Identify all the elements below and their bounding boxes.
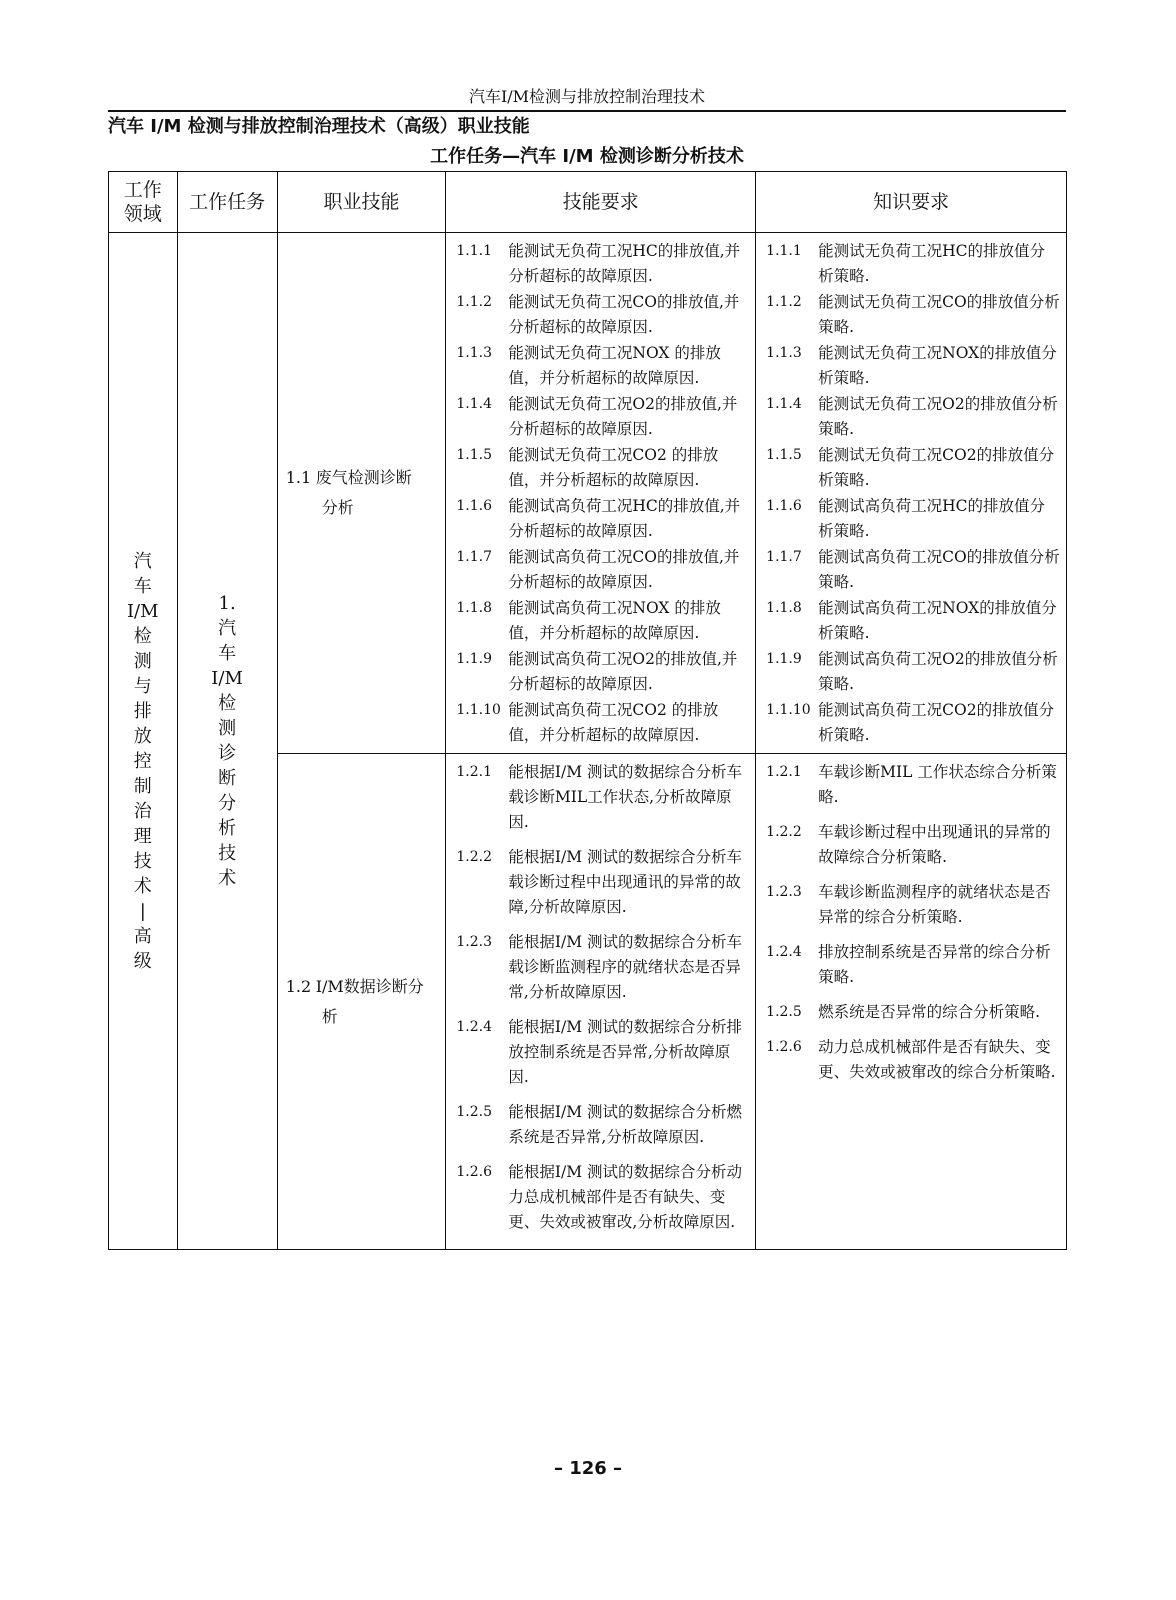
domain-char: 与 [133,675,152,697]
knowledge-requirement-item [766,647,1060,697]
knowledge-requirement-item [766,698,1060,748]
skill-requirement-item-number: 1.2.3 [456,934,492,950]
col-header-skill-requirements: 技能要求 [446,172,756,233]
skill-requirement-item [456,647,749,697]
task-char: 诊 [218,743,237,764]
knowledge-requirement-item-text: 能测试无负荷工况HC的排放值分析策略. [818,242,1046,285]
knowledge-requirement-item-text: 能测试高负荷工况CO2的排放值分析策略. [818,701,1055,744]
task-char: 汽 [218,618,237,639]
skill-requirement-item-number: 1.1.8 [456,600,492,616]
knowledge-requirement-item-number: 1.1.9 [766,651,802,667]
skill-requirement-item-text: 能测试无负荷工况CO的排放值,并分析超标的故障原因. [508,293,740,336]
skill-cell-1 [277,233,446,754]
skill-requirement-item-text: 能测试高负荷工况HC的排放值,并分析超标的故障原因. [508,497,741,540]
knowledge-requirement-item-number: 1.1.3 [766,345,802,361]
skill-requirement-item [456,698,749,748]
skill-name: I/M数据诊断分 [315,976,424,996]
domain-cell [109,233,178,1250]
knowledge-requirement-item [766,290,1060,340]
skill-requirement-item-number: 1.1.1 [456,243,492,259]
skill-requirement-item-text: 能测试高负荷工况O2的排放值,并分析超标的故障原因. [508,650,738,693]
task-char: 析 [218,818,237,839]
skill-requirement-item-number: 1.1.7 [456,549,492,565]
knowledge-requirement-item-text: 能测试无负荷工况O2的排放值分析策略. [818,395,1058,438]
knowledge-requirement-item-number: 1.2.5 [766,1004,802,1020]
task-char: 分 [218,793,237,814]
knowledge-requirement-item-number: 1.1.4 [766,396,802,412]
knowledge-requirement-item-text: 车载诊断监测程序的就绪状态是否异常的综合分析策略. [818,883,1051,926]
skill-requirement-item-number: 1.2.4 [456,1019,492,1035]
skill-requirement-item-text: 能测试无负荷工况O2的排放值,并分析超标的故障原因. [508,395,738,438]
knowledge-requirement-item-text: 车载诊断过程中出现通讯的异常的故障综合分析策略. [818,823,1051,866]
knowledge-requirement-item-text: 排放控制系统是否异常的综合分析策略. [818,943,1051,986]
knowledge-requirement-item-number: 1.2.1 [766,764,802,780]
domain-char: 测 [133,650,152,672]
knowledge-requirement-item [766,880,1060,930]
skill-requirement-item [456,1015,749,1090]
skill-requirement-item-text: 能根据I/M 测试的数据综合分析动力总成机械部件是否有缺失、变更、失效或被窜改,分析故障原因. [508,1163,743,1231]
domain-char: 制 [133,775,152,797]
skill-name-cont: 析 [321,1006,338,1026]
skill-requirement-item-text: 能根据I/M 测试的数据综合分析燃系统是否异常,分析故障原因. [508,1103,743,1146]
knowledge-requirement-item-text: 能测试无负荷工况NOX的排放值分析策略. [818,344,1057,387]
knowledge-requirement-item [766,820,1060,870]
knowledge-requirement-item [766,392,1060,442]
skill-requirement-item-number: 1.1.10 [456,702,501,718]
table-row [109,233,1067,754]
skill-requirement-item-number: 1.2.5 [456,1104,492,1120]
skill-requirement-item [456,392,749,442]
task-char: 检 [218,693,237,714]
skill-requirement-item-text: 能测试高负荷工况CO的排放值,并分析超标的故障原因. [508,548,740,591]
running-header: 汽车I/M检测与排放控制治理技术 [108,84,1066,112]
knowledge-requirement-item [766,494,1060,544]
domain-char: 治 [133,800,152,822]
skill-requirement-item-text: 能根据I/M 测试的数据综合分析车载诊断过程中出现通讯的异常的故障,分析故障原因. [508,848,743,916]
skill-requirement-item-number: 1.2.6 [456,1164,492,1180]
skill-name-cont: 分析 [321,498,354,517]
domain-char: 术 [133,875,152,897]
task-char: 测 [218,718,237,739]
col-header-knowledge-requirements: 知识要求 [756,172,1067,233]
table-header-row [109,172,1067,233]
skill-number: 1.1 [285,468,312,487]
knowledge-requirement-item-text: 动力总成机械部件是否有缺失、变更、失效或被窜改的综合分析策略. [818,1038,1056,1081]
skill-requirement-item-text: 能测试无负荷工况CO2 的排放值，并分析超标的故障原因. [508,446,719,489]
domain-char: 级 [133,950,152,972]
skill-requirement-item-text: 能测试无负荷工况HC的排放值,并分析超标的故障原因. [508,242,741,285]
skill-requirement-item-text: 能测试无负荷工况NOX 的排放值，并分析超标的故障原因. [508,344,721,387]
domain-char: 排 [133,700,152,722]
domain-char: | [139,900,146,922]
domain-char: 检 [133,625,152,647]
skill-requirement-item [456,494,749,544]
domain-char: 理 [133,825,152,847]
skill-requirement-item [456,545,749,595]
knowledge-requirement-item [766,341,1060,391]
skill-requirement-item [456,845,749,920]
knowledge-requirement-item [766,1035,1060,1085]
knowledge-requirement-item-number: 1.1.5 [766,447,802,463]
knowledge-requirement-item [766,940,1060,990]
knowledge-requirement-item-number: 1.1.10 [766,702,811,718]
skill-requirement-item [456,443,749,493]
knowledge-requirement-item-number: 1.1.7 [766,549,802,565]
domain-char: 汽 [133,550,152,572]
knowledge-requirement-item-number: 1.2.4 [766,944,802,960]
knowledge-requirement-item-text: 能测试高负荷工况NOX的排放值分析策略. [818,599,1057,642]
skill-requirement-item-text: 能测试高负荷工况NOX 的排放值，并分析超标的故障原因. [508,599,721,642]
skill-requirements-cell-1 [446,233,756,754]
skill-requirement-item-number: 1.1.3 [456,345,492,361]
task-char: 术 [218,868,237,889]
task-char: 1. [218,593,236,614]
skill-requirement-item-number: 1.2.2 [456,849,492,865]
knowledge-requirement-item-number: 1.1.2 [766,294,802,310]
skill-requirement-item-text: 能测试高负荷工况CO2 的排放值，并分析超标的故障原因. [508,701,719,744]
col-header-domain: 工作领域 [109,172,178,233]
skill-requirement-item [456,239,749,289]
skill-requirement-item-number: 1.1.2 [456,294,492,310]
knowledge-requirement-item [766,239,1060,289]
page-number: – 126 – [553,1458,623,1479]
skill-requirement-item-number: 1.1.4 [456,396,492,412]
knowledge-requirement-item [766,596,1060,646]
document-title: 汽车 I/M 检测与排放控制治理技术（高级）职业技能 [108,116,530,137]
skill-requirement-item [456,1160,749,1235]
domain-vertical-text [109,549,177,974]
skill-number: 1.2 [285,976,312,996]
domain-char: 高 [133,925,152,947]
knowledge-requirement-item-text: 能测试高负荷工况CO的排放值分析策略. [818,548,1060,591]
skill-requirement-item-text: 能根据I/M 测试的数据综合分析车载诊断MIL工作状态,分析故障原因. [508,763,743,831]
knowledge-requirement-item-number: 1.1.6 [766,498,802,514]
skill-requirement-item-number: 1.1.9 [456,651,492,667]
domain-char: 车 [133,575,152,597]
knowledge-requirement-item-number: 1.2.6 [766,1039,802,1055]
task-char: I/M [211,668,243,689]
skills-table [108,171,1067,1250]
task-char: 断 [218,768,237,789]
knowledge-requirements-cell-2 [756,754,1067,1250]
knowledge-requirement-item-text: 车载诊断MIL 工作状态综合分析策略. [818,763,1057,806]
knowledge-requirement-item-number: 1.2.2 [766,824,802,840]
task-cell [177,233,277,1250]
section-title: 工作任务—汽车 I/M 检测诊断分析技术 [430,146,744,167]
skill-requirement-item-number: 1.2.1 [456,764,492,780]
skill-requirement-item [456,1100,749,1150]
skill-cell-2 [277,754,446,1250]
domain-char: 放 [133,725,152,747]
knowledge-requirement-item-number: 1.2.3 [766,884,802,900]
domain-char: 控 [133,750,152,772]
col-header-task: 工作任务 [177,172,277,233]
skill-name: 废气检测诊断 [315,468,412,487]
skill-requirement-item [456,760,749,835]
skill-requirement-item-text: 能根据I/M 测试的数据综合分析排放控制系统是否异常,分析故障原因. [508,1018,743,1086]
task-char: 车 [218,643,237,664]
knowledge-requirement-item [766,443,1060,493]
knowledge-requirement-item-text: 燃系统是否异常的综合分析策略. [818,1003,1041,1021]
knowledge-requirement-item [766,760,1060,810]
knowledge-requirement-item [766,1000,1060,1025]
skill-requirement-item-number: 1.1.6 [456,498,492,514]
skill-requirement-item [456,290,749,340]
knowledge-requirement-item-text: 能测试高负荷工况O2的排放值分析策略. [818,650,1058,693]
skill-requirement-item [456,596,749,646]
skill-requirements-cell-2 [446,754,756,1250]
knowledge-requirement-item-text: 能测试高负荷工况HC的排放值分析策略. [818,497,1046,540]
skill-requirement-item [456,341,749,391]
task-vertical-text [178,591,277,891]
domain-char: I/M [126,600,159,622]
knowledge-requirements-cell-1 [756,233,1067,754]
knowledge-requirement-item-text: 能测试无负荷工况CO2的排放值分析策略. [818,446,1055,489]
knowledge-requirement-item [766,545,1060,595]
skill-requirement-item-number: 1.1.5 [456,447,492,463]
col-header-skill: 职业技能 [277,172,446,233]
skill-requirement-item-text: 能根据I/M 测试的数据综合分析车载诊断监测程序的就绪状态是否异常,分析故障原因. [508,933,743,1001]
skill-requirement-item [456,930,749,1005]
task-char: 技 [218,843,237,864]
knowledge-requirement-item-number: 1.1.1 [766,243,802,259]
domain-char: 技 [133,850,152,872]
knowledge-requirement-item-text: 能测试无负荷工况CO的排放值分析策略. [818,293,1060,336]
knowledge-requirement-item-number: 1.1.8 [766,600,802,616]
